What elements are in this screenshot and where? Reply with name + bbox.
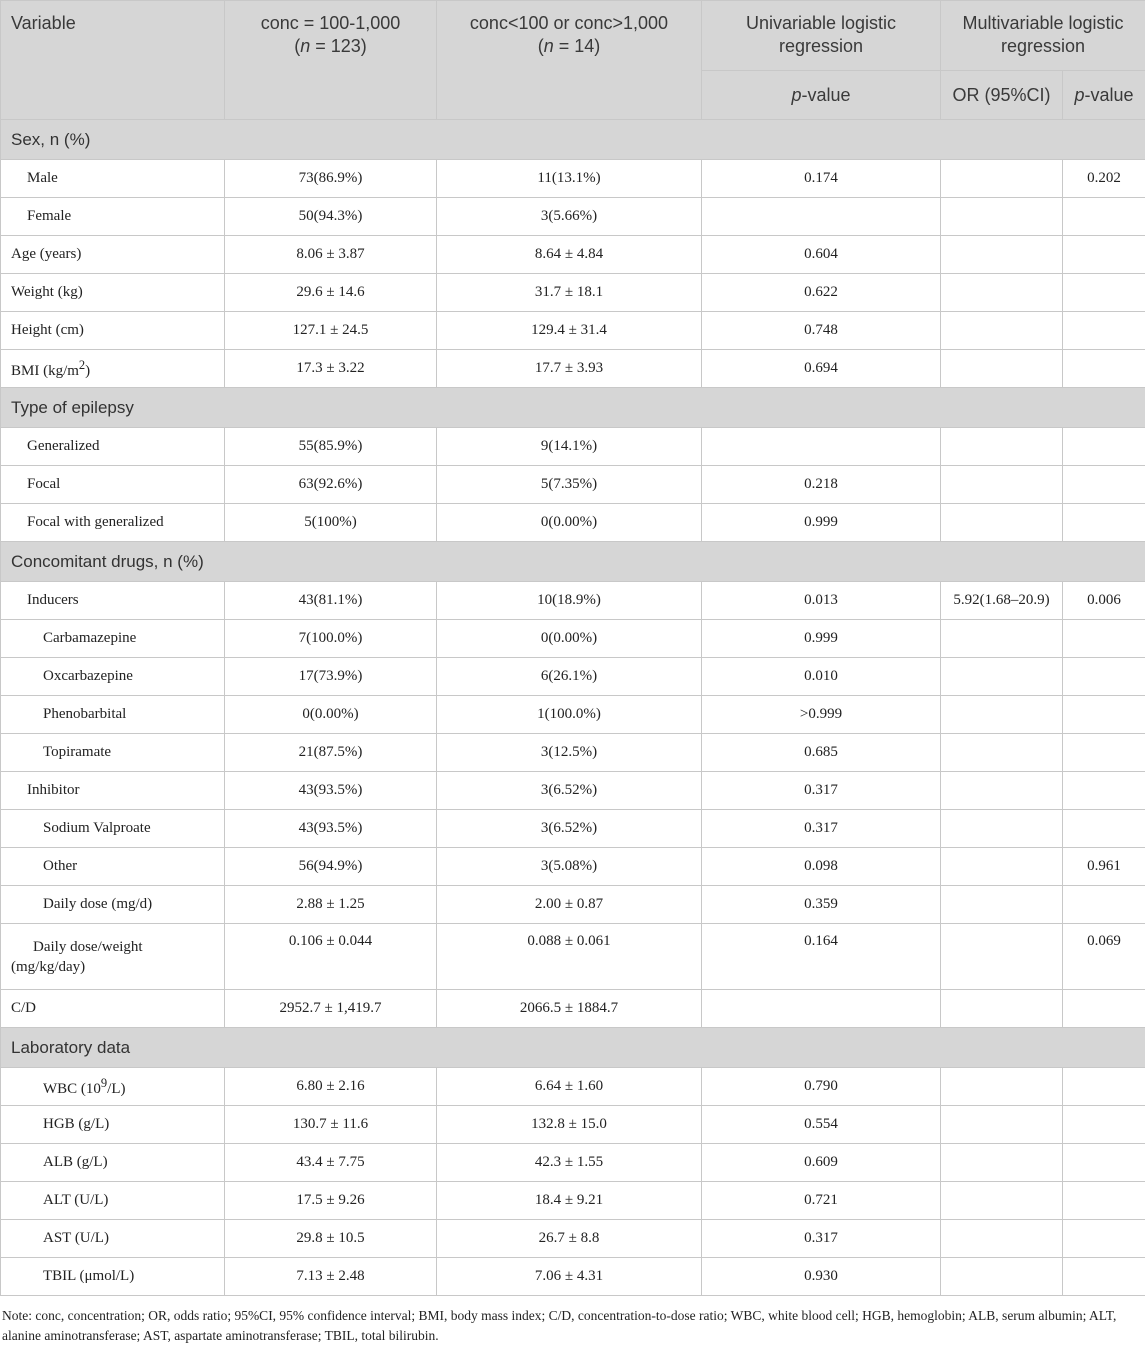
cell-uni-p: 0.164 — [702, 924, 941, 990]
cell-group1: 130.7 ± 11.6 — [225, 1106, 437, 1144]
cell-group2: 9(14.1%) — [437, 428, 702, 466]
cell-or — [941, 350, 1063, 388]
header-univariable: Univariable logistic regression — [702, 1, 941, 71]
cell-uni-p: 0.999 — [702, 620, 941, 658]
cell-uni-p: 0.013 — [702, 582, 941, 620]
row-label: Topiramate — [1, 734, 225, 772]
cell-or — [941, 924, 1063, 990]
section-epilepsy: Type of epilepsy — [1, 388, 1145, 428]
cell-group2: 26.7 ± 8.8 — [437, 1220, 702, 1258]
cell-group1: 63(92.6%) — [225, 466, 437, 504]
row-label: Weight (kg) — [1, 274, 225, 312]
row-label: Male — [1, 160, 225, 198]
cell-group2: 3(12.5%) — [437, 734, 702, 772]
cell-group2: 1(100.0%) — [437, 696, 702, 734]
cell-group2: 3(6.52%) — [437, 772, 702, 810]
cell-group1: 7(100.0%) — [225, 620, 437, 658]
section-row — [1, 542, 1145, 582]
table-row — [1, 658, 1145, 696]
cell-or — [941, 734, 1063, 772]
header-multivariable: Multivariable logistic regression — [941, 1, 1145, 71]
cell-uni-p: 0.609 — [702, 1144, 941, 1182]
cell-multi-p — [1063, 734, 1145, 772]
header-or-ci: OR (95%CI) — [941, 71, 1063, 120]
cell-or — [941, 696, 1063, 734]
cell-or — [941, 504, 1063, 542]
row-label: ALT (U/L) — [1, 1182, 225, 1220]
cell-multi-p — [1063, 1106, 1145, 1144]
cell-uni-p: 0.359 — [702, 886, 941, 924]
cell-multi-p: 0.202 — [1063, 160, 1145, 198]
cell-multi-p — [1063, 772, 1145, 810]
cell-or — [941, 428, 1063, 466]
cell-or — [941, 160, 1063, 198]
cell-or — [941, 1182, 1063, 1220]
table-row — [1, 160, 1145, 198]
cell-multi-p — [1063, 990, 1145, 1028]
header-col2: conc<100 or conc>1,000 (n = 14) — [437, 1, 702, 120]
header-col1: conc = 100-1,000 (n = 123) — [225, 1, 437, 120]
cell-uni-p: 0.317 — [702, 810, 941, 848]
cell-group1: 43(81.1%) — [225, 582, 437, 620]
cell-group2: 17.7 ± 3.93 — [437, 350, 702, 388]
cell-group1: 8.06 ± 3.87 — [225, 236, 437, 274]
cell-uni-p: 0.174 — [702, 160, 941, 198]
cell-group2: 5(7.35%) — [437, 466, 702, 504]
cell-multi-p — [1063, 198, 1145, 236]
cell-or — [941, 1144, 1063, 1182]
table-row — [1, 810, 1145, 848]
cell-uni-p: 0.999 — [702, 504, 941, 542]
cell-group2: 31.7 ± 18.1 — [437, 274, 702, 312]
row-label: Other — [1, 848, 225, 886]
cell-group2: 8.64 ± 4.84 — [437, 236, 702, 274]
cell-group2: 0(0.00%) — [437, 620, 702, 658]
cell-group1: 43(93.5%) — [225, 810, 437, 848]
table-row — [1, 312, 1145, 350]
cell-or — [941, 312, 1063, 350]
cell-group2: 129.4 ± 31.4 — [437, 312, 702, 350]
table-row — [1, 428, 1145, 466]
cell-or — [941, 658, 1063, 696]
cell-group1: 17.5 ± 9.26 — [225, 1182, 437, 1220]
table-row — [1, 350, 1145, 388]
cell-group1: 0.106 ± 0.044 — [225, 924, 437, 990]
header-variable: Variable — [1, 1, 225, 120]
cell-group1: 43(93.5%) — [225, 772, 437, 810]
cell-group1: 6.80 ± 2.16 — [225, 1068, 437, 1106]
table-row — [1, 990, 1145, 1028]
cell-group1: 5(100%) — [225, 504, 437, 542]
cell-uni-p: 0.622 — [702, 274, 941, 312]
cell-multi-p — [1063, 658, 1145, 696]
cell-group2: 132.8 ± 15.0 — [437, 1106, 702, 1144]
cell-group2: 2.00 ± 0.87 — [437, 886, 702, 924]
cell-group2: 0(0.00%) — [437, 504, 702, 542]
cell-group1: 0(0.00%) — [225, 696, 437, 734]
cell-uni-p — [702, 990, 941, 1028]
table-row — [1, 848, 1145, 886]
cell-or — [941, 886, 1063, 924]
cell-group1: 29.6 ± 14.6 — [225, 274, 437, 312]
row-label: BMI $(kg/m^2)$ — [1, 350, 225, 388]
cell-multi-p — [1063, 696, 1145, 734]
cell-multi-p: 0.006 — [1063, 582, 1145, 620]
cell-group2: 42.3 ± 1.55 — [437, 1144, 702, 1182]
cell-group2: 6(26.1%) — [437, 658, 702, 696]
table-row — [1, 236, 1145, 274]
cell-group2: 7.06 ± 4.31 — [437, 1258, 702, 1296]
cell-or — [941, 198, 1063, 236]
cell-uni-p: 0.218 — [702, 466, 941, 504]
row-label: Carbamazepine — [1, 620, 225, 658]
row-label: Age (years) — [1, 236, 225, 274]
cell-group1: 29.8 ± 10.5 — [225, 1220, 437, 1258]
cell-group1: 2952.7 ± 1,419.7 — [225, 990, 437, 1028]
table-row — [1, 620, 1145, 658]
cell-uni-p: >0.999 — [702, 696, 941, 734]
cell-or — [941, 990, 1063, 1028]
cell-or — [941, 772, 1063, 810]
cell-group1: 55(85.9%) — [225, 428, 437, 466]
cell-uni-p: 0.604 — [702, 236, 941, 274]
cell-or — [941, 810, 1063, 848]
cell-group1: 2.88 ± 1.25 — [225, 886, 437, 924]
section-row — [1, 120, 1145, 160]
cell-uni-p: 0.317 — [702, 772, 941, 810]
cell-multi-p: 0.961 — [1063, 848, 1145, 886]
section-sex: Sex, n (%) — [1, 120, 1145, 160]
cell-multi-p — [1063, 466, 1145, 504]
cell-or — [941, 1220, 1063, 1258]
cell-group2: 3(5.08%) — [437, 848, 702, 886]
cell-uni-p: 0.685 — [702, 734, 941, 772]
table-row — [1, 582, 1145, 620]
cell-group2: 18.4 ± 9.21 — [437, 1182, 702, 1220]
table-row — [1, 198, 1145, 236]
row-label: Phenobarbital — [1, 696, 225, 734]
table-row — [1, 1144, 1145, 1182]
cell-uni-p: 0.098 — [702, 848, 941, 886]
cell-group1: 7.13 ± 2.48 — [225, 1258, 437, 1296]
cell-uni-p: 0.930 — [702, 1258, 941, 1296]
table-row — [1, 1258, 1145, 1296]
cell-uni-p: 0.554 — [702, 1106, 941, 1144]
row-label: Height (cm) — [1, 312, 225, 350]
cell-or — [941, 1258, 1063, 1296]
cell-group1: 17.3 ± 3.22 — [225, 350, 437, 388]
cell-uni-p: 0.694 — [702, 350, 941, 388]
row-label: WBC $(10^9/L)$ — [1, 1068, 225, 1106]
cell-group1: 127.1 ± 24.5 — [225, 312, 437, 350]
cell-group2: 6.64 ± 1.60 — [437, 1068, 702, 1106]
cell-multi-p — [1063, 350, 1145, 388]
cell-or — [941, 848, 1063, 886]
cell-group2: 3(6.52%) — [437, 810, 702, 848]
cell-or — [941, 236, 1063, 274]
cell-multi-p — [1063, 504, 1145, 542]
row-label: ALB (g/L) — [1, 1144, 225, 1182]
table-row — [1, 886, 1145, 924]
cell-multi-p — [1063, 810, 1145, 848]
row-label: Inducers — [1, 582, 225, 620]
cell-group2: 10(18.9%) — [437, 582, 702, 620]
table-row — [1, 274, 1145, 312]
cell-group2: 2066.5 ± 1884.7 — [437, 990, 702, 1028]
row-label: AST (U/L) — [1, 1220, 225, 1258]
row-label: Sodium Valproate — [1, 810, 225, 848]
cell-multi-p: 0.069 — [1063, 924, 1145, 990]
table-row — [1, 924, 1145, 990]
cell-group1: 56(94.9%) — [225, 848, 437, 886]
header-uni-pvalue: p-value — [702, 71, 941, 120]
table-row — [1, 504, 1145, 542]
cell-multi-p — [1063, 1068, 1145, 1106]
table-row — [1, 1068, 1145, 1106]
cell-group2: 11(13.1%) — [437, 160, 702, 198]
cell-multi-p — [1063, 274, 1145, 312]
table-row — [1, 1182, 1145, 1220]
cell-group1: 43.4 ± 7.75 — [225, 1144, 437, 1182]
cell-or — [941, 620, 1063, 658]
row-label: Oxcarbazepine — [1, 658, 225, 696]
cell-uni-p: 0.010 — [702, 658, 941, 696]
section-lab: Laboratory data — [1, 1028, 1145, 1068]
section-row — [1, 388, 1145, 428]
cell-uni-p: 0.790 — [702, 1068, 941, 1106]
row-label: Female — [1, 198, 225, 236]
cell-multi-p — [1063, 1220, 1145, 1258]
cell-group1: 21(87.5%) — [225, 734, 437, 772]
cell-uni-p: 0.317 — [702, 1220, 941, 1258]
cell-multi-p — [1063, 312, 1145, 350]
row-label: Daily dose/weight (mg/kg/day) — [1, 924, 225, 990]
table-row — [1, 696, 1145, 734]
cell-group2: 3(5.66%) — [437, 198, 702, 236]
cell-or: 5.92(1.68–20.9) — [941, 582, 1063, 620]
cell-or — [941, 1106, 1063, 1144]
cell-multi-p — [1063, 1144, 1145, 1182]
row-label: Focal with generalized — [1, 504, 225, 542]
cell-uni-p: 0.748 — [702, 312, 941, 350]
header-multi-pvalue: p-value — [1063, 71, 1145, 120]
row-label: Focal — [1, 466, 225, 504]
cell-or — [941, 274, 1063, 312]
cell-group1: 73(86.9%) — [225, 160, 437, 198]
row-label: HGB (g/L) — [1, 1106, 225, 1144]
cell-or — [941, 466, 1063, 504]
cell-multi-p — [1063, 1182, 1145, 1220]
cell-group1: 50(94.3%) — [225, 198, 437, 236]
table-row — [1, 1106, 1145, 1144]
section-drugs: Concomitant drugs, n (%) — [1, 542, 1145, 582]
cell-multi-p — [1063, 620, 1145, 658]
table-row — [1, 466, 1145, 504]
table-row — [1, 734, 1145, 772]
row-label: Generalized — [1, 428, 225, 466]
cell-multi-p — [1063, 1258, 1145, 1296]
row-label: Daily dose (mg/d) — [1, 886, 225, 924]
table-row — [1, 772, 1145, 810]
cell-uni-p — [702, 198, 941, 236]
row-label: C/D — [1, 990, 225, 1028]
cell-uni-p — [702, 428, 941, 466]
cell-group2: 0.088 ± 0.061 — [437, 924, 702, 990]
table-footnote: Note: conc, concentration; OR, odds ratio; 95%CI, 95% confidence interval; BMI, body mass index; C/D, concentration-to-dose ratio; WBC, white blood cell; HGB, hemoglobin; ALB, serum albumin; ALT, alanine aminotransferase; AST, aspartate aminotransferase; TBIL, total bilirubin. — [2, 1308, 1117, 1343]
cell-group1: 17(73.9%) — [225, 658, 437, 696]
cell-multi-p — [1063, 428, 1145, 466]
cell-uni-p: 0.721 — [702, 1182, 941, 1220]
row-label: Inhibitor — [1, 772, 225, 810]
table-row — [1, 1220, 1145, 1258]
row-label: TBIL (μmol/L) — [1, 1258, 225, 1296]
cell-or — [941, 1068, 1063, 1106]
section-row — [1, 1028, 1145, 1068]
cell-multi-p — [1063, 886, 1145, 924]
cell-multi-p — [1063, 236, 1145, 274]
